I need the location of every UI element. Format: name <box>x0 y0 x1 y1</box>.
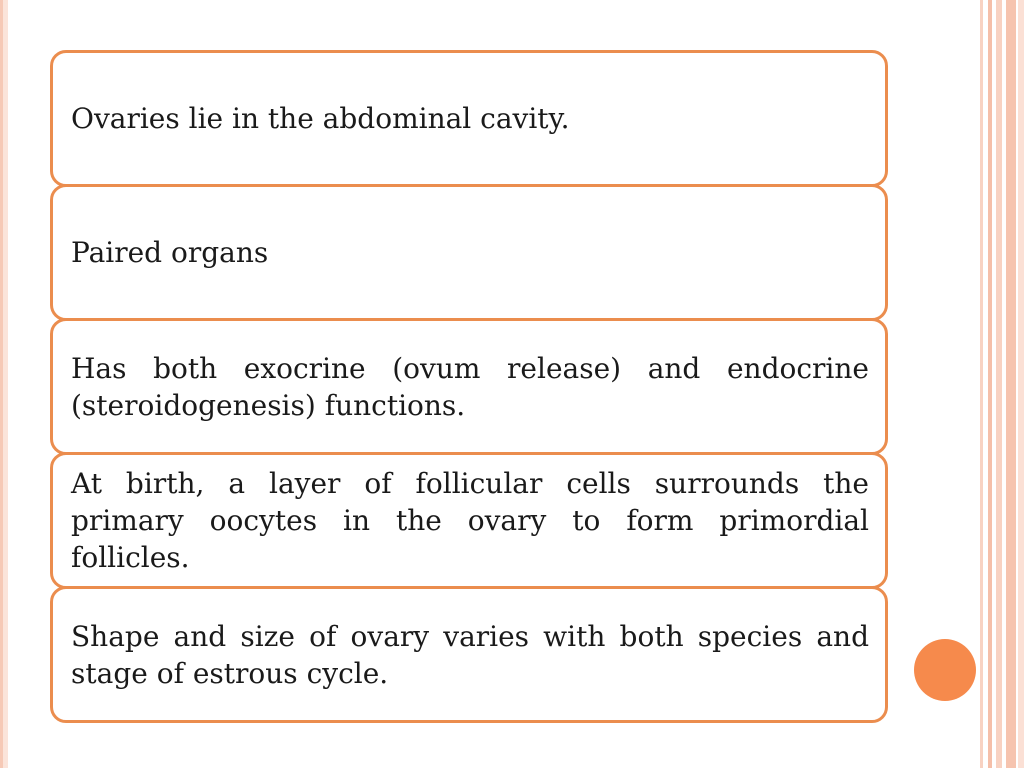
list-item <box>50 452 888 589</box>
right-stripe-decoration <box>980 0 1024 768</box>
list-item-text: Ovaries lie in the abdominal cavity. <box>71 102 570 135</box>
list-item-text: Shape and size of ovary varies with both species and stage of estrous cycle. <box>71 619 869 690</box>
stripe <box>980 0 983 768</box>
list-item-text: Paired organs <box>71 236 269 269</box>
list-item-text: Has both exocrine (ovum release) and endocrine (steroidogenesis) functions. <box>71 351 869 422</box>
stripe <box>996 0 1002 768</box>
content-list <box>50 50 888 723</box>
stripe <box>1018 0 1024 768</box>
list-item <box>50 50 888 187</box>
list-item <box>50 586 888 723</box>
stripe <box>988 0 992 768</box>
left-edge-decoration <box>0 0 8 768</box>
accent-dot <box>914 639 976 701</box>
list-item-text: At birth, a layer of follicular cells surrounds the primary oocytes in the ovary to form primordial follicles. <box>71 467 869 574</box>
stripe <box>1006 0 1016 768</box>
list-item <box>50 318 888 455</box>
list-item <box>50 184 888 321</box>
